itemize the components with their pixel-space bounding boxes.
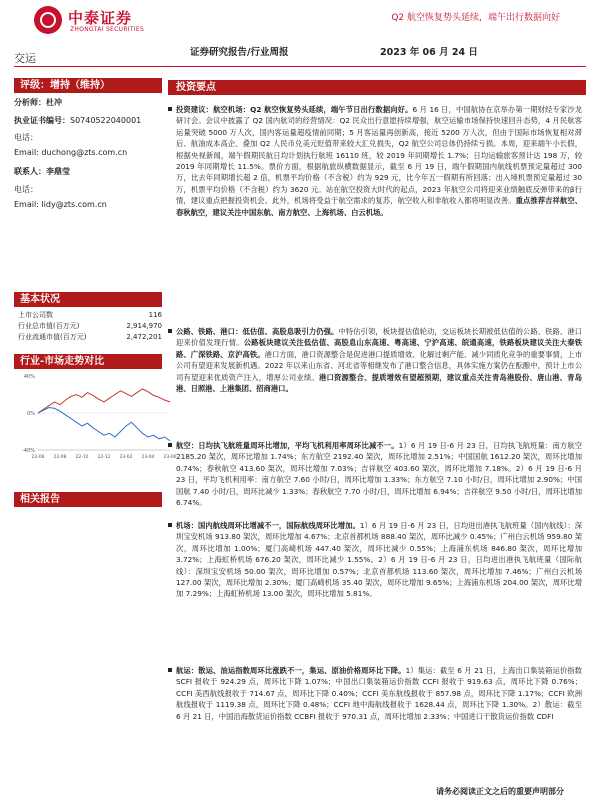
bullet-icon: [168, 329, 172, 333]
related-reports-bar: 相关报告: [14, 492, 162, 507]
bullet-icon: [168, 107, 172, 111]
y-tick-label: 40%: [23, 374, 35, 380]
x-tick-label: 23-06: [163, 455, 177, 460]
header-divider: [14, 66, 586, 67]
paragraph-shipping: [176, 665, 582, 722]
analyst-line: [14, 97, 62, 108]
para-highlight: 重点推荐吉祥航空、春秋航空，建议关注中国东航、南方航空、上海机场、白云机场。: [176, 196, 583, 217]
cert-number: S0740522040001: [70, 116, 142, 125]
series-line-csi300: [38, 408, 170, 441]
x-tick-label: 22-12: [97, 455, 111, 460]
para-heading: 航运：散运、油运指数周环比涨跌不一，集运、原油价格周环比下降。: [176, 666, 406, 675]
bullet-icon: [168, 668, 172, 672]
para-body: 1）6 月 19 日-6 月 23 日，日均进出港执飞航班量（国内航线）：深圳宝安机场 913.80 架次，周环比增加 4.67%；北京首都机场 888.40 架次，周环比减少 0.45%；广州白云机场 959.80 架次，周环比增加 1.00%；厦门高崎机场 447.40 架次，周环比减少 0.55%；上海浦东机场 846.80 架次，周环比增加 3.72%；上海虹桥机场 676.20 架次，周环比减少 1.55%。2）6 月 19 日-6 月 23 日，日均进出港执飞航班量（国际航线）：深圳宝安机场 50.00 架次，周环比增加 0.57%；北京首都机场 113.60 架次，周环比增加 7.46%；广州白云机场 127.00 架次，周环比增加 2.30%；厦门高崎机场 35.40 架次，周环比增加 9.65%；上海浦东机场 204.00 架次，周环比增加 7.29%；上海虹桥机场 13.00 架次，周环比增加 5.81%。: [176, 521, 582, 599]
row-value: 116: [148, 311, 162, 319]
para-highlight: 港口资源整合、提质增效有望超预期，建议重点关注青岛港股份、唐山港、青岛港、日照港、上港集团、招商港口。: [176, 372, 583, 394]
analyst-name: 杜冲: [46, 98, 62, 107]
bullet-icon: [168, 523, 172, 527]
x-tick-label: 23-02: [119, 455, 133, 460]
tel-label: 电话：: [14, 133, 38, 142]
row-value: 2,472,201: [126, 333, 162, 341]
paragraph-aviation: [176, 440, 582, 508]
x-tick-label: 22-08: [53, 455, 67, 460]
trend-chart: [14, 370, 177, 470]
contact-line: [14, 166, 70, 177]
email-contact[interactable]: Email: lidy@zts.com.cn: [14, 200, 107, 209]
x-tick-label: 22-10: [75, 455, 89, 460]
sector-label: 交运: [14, 52, 36, 65]
trend-bar: 行业-市场走势对比: [14, 354, 162, 369]
para-body: 中特估引领，板块提估值轮动，交运板块长期被低估值的公路、铁路、港口迎来价值发现行情。: [176, 327, 583, 348]
basic-info-bar: 基本状况: [14, 292, 162, 307]
table-row: [18, 310, 162, 321]
disclaimer-footer: 请务必阅读正文之后的重要声明部分: [436, 787, 564, 796]
tel-label-contact: 电话：: [14, 185, 38, 194]
logo-text-en: ZHONGTAI SECURITIES: [70, 26, 145, 33]
x-tick-label: 22-06: [31, 455, 45, 460]
logo-text-cn: 中泰证券: [68, 9, 133, 27]
para-highlight: 公路板块建议关注低估值、高股息山东高速、粤高速、宁沪高速、皖通高速，铁路板块建议关注大秦铁路、广深铁路、京沪高铁。: [176, 338, 583, 359]
report-headline: Q2 航空恢复势头延续，端午出行数据向好: [391, 13, 560, 23]
row-label: 行业流通市值(百万元): [18, 333, 87, 341]
basic-info-table: [18, 310, 162, 343]
para-heading: 投资建议：航空机场：Q2 航空恢复势头延续，端午节日出行数据向好。: [176, 105, 413, 114]
paragraph-investment: [176, 104, 582, 218]
row-label: 上市公司数: [18, 311, 53, 319]
table-row: [18, 321, 162, 332]
para-body: 1）6 月 19 日-6 月 23 日，日均执飞航班量：南方航空 2185.20 架次，周环比增加 1.74%；东方航空 2192.40 架次，周环比增加 2.51%；中国国航 1612.20 架次，周环比增加 0.74%；春秋航空 413.60 架次，周环比增加 7.03%；吉祥航空 403.60 架次，周环比增加 7.18%。2）6 月 19 日-6 月 23 日，平均飞机利用率：南方航空 7.60 小时/日，周环比增加 1.33%；东方航空 7.10 小时/日，周环比增加 2.90%；中国国航 7.40 小时/日，周环比减少 1.33%；春秋航空 7.70 小时/日，周环比增加 6.94%；吉祥航空 9.50 小时/日，周环比增加 6.74%。: [176, 441, 583, 508]
para-heading: 航空：日均执飞航班量周环比增加，平均飞机利用率周环比减不一。: [176, 441, 399, 450]
para-heading: 公路、铁路、港口：低估值、高股息吸引力仍强。: [176, 327, 339, 336]
table-row: [18, 332, 162, 343]
row-value: 2,914,970: [126, 322, 162, 330]
paragraph-highway: [176, 326, 582, 394]
para-heading: 机场：国内航线周环比增减不一，国际航线周环比增加。: [176, 521, 360, 530]
para-body: 1）集运：截至 6 月 21 日，上海出口集装箱运价指数 SCFI 报收于 924.29 点，周环比下降 1.07%；中国出口集装箱运价指数 CCFI 报收于 919.63 点，周环比下降 0.76%；CCFI 美西航线报收于 714.67 点，周环比下降 0.40%；CCFI 美东航线报收于 857.98 点，周环比下降 1.17%；CCFI 欧洲航线报收于 1119.38 点，周环比下降 0.48%；CCFI 地中海航线报收于 1628.44 点，周环比下降 1.30%。2）散运：截至 6 月 21 日，中国沿海散货运价指数 CCBFI 报收于 970.31 点，周环比增加 2.33%；中国进口干散货运价指数 CDFI: [176, 666, 582, 721]
logo-mark-icon: [34, 6, 62, 34]
paragraph-airport: [176, 520, 582, 600]
bullet-icon: [168, 443, 172, 447]
email-analyst[interactable]: Email: duchong@zts.com.cn: [14, 148, 128, 157]
cert-line: [14, 115, 141, 126]
row-label: 行业总市值(百万元): [18, 322, 80, 330]
y-tick-label: 0%: [27, 411, 35, 417]
contact-name: 李鼎莹: [46, 167, 70, 176]
contact-label: 联系人：: [14, 167, 46, 176]
para-body: 6 月 16 日，中国航协在京举办第一期财经专家沙龙研讨会。会议中披露了 Q2 国内航司的经营情况：Q2 民众出行意愿持续增强，航空运输市场保持快速回升态势，4 月民航客运量突破 5000 万人次，国内客运量超疫情前同期；5 月客运量再创新高，接近 5200 万人次，但由于国际市场恢复相对滞后、航油成本高企、叠加 Q2 人民币兑美元贬值带来较大汇兑损失，Q2 航空公司总体仍持续亏损。本周，迎来端午小长假，根据央视新闻，端午假期民航日均计划执行航班 16110 班，较 2019 年同期增长 1.7%；日均运输旅客预计达 198 万，较 2019 年同期增长 11.5%。票价方面，根据航旅纵横数据显示，截至 6 月 19 日，端午假期国内航线机票预定量超过 300 万，比去年同期增长超 2 倍，机票平均价格（不含税）约为 929 元，比今年五一假期有所回落；出入境机票预定量超过 30 万，机票平均价格（不含税）约为 3620 元。站在航空投资大时代的起点，2023 年航空公司将迎来业绩触底反弹带来的β行情，建议重点把握投资机会。此外，机场将受益于航空需求的复苏，航空收入和非航收入都将明显改善。: [176, 105, 582, 206]
key-points-bar: 投资要点: [168, 80, 586, 95]
analyst-label: 分析师：: [14, 98, 46, 107]
x-tick-label: 23-04: [141, 455, 155, 460]
rating-bar: 评级：增持（维持）: [14, 78, 162, 93]
cert-label: 执业证书编号：: [14, 116, 70, 125]
y-tick-label: -40%: [22, 448, 35, 454]
para-body: 港口方面，港口资源整合是促进港口提质增效、化解过剩产能、减少同质化竞争的重要事情，上市公司有望迎来发展新机遇。2022 年以来山东省、河北省等相继发布了港口整合信息，具体实施方案仍在酝酿中，预计上市公司有望迎来优质资产注入，增厚公司业绩。: [176, 349, 583, 382]
brand-logo: [34, 6, 174, 38]
report-date: 2023 年 06 月 24 日: [380, 47, 478, 58]
report-type: 证券研究报告/行业周报: [190, 47, 289, 58]
series-line-transport: [38, 389, 170, 413]
